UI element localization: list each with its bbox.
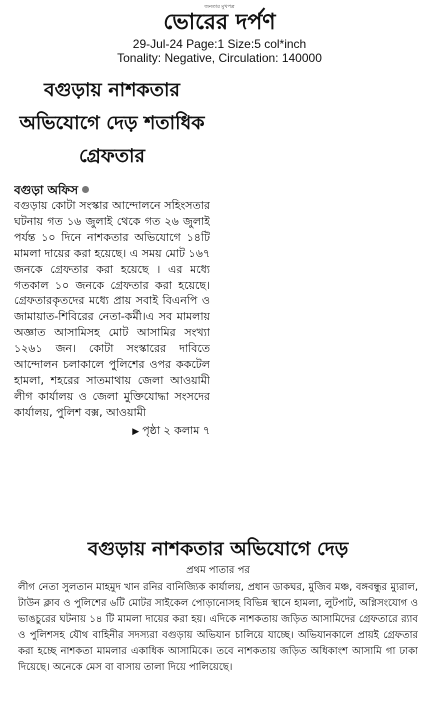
article-continuation bbox=[18, 535, 418, 715]
article-front-page bbox=[14, 66, 210, 514]
byline-text: বগুড়া অফিস bbox=[14, 183, 79, 197]
continuation-subhead: প্রথম পাতার পর bbox=[186, 565, 250, 576]
continuation-note bbox=[14, 422, 210, 441]
pointer-triangle-icon: ▶ bbox=[132, 426, 140, 437]
article-headline: বগুড়ায় নাশকতার অভিযোগে দেড় শতাধিক গ্রেফতার bbox=[19, 79, 205, 167]
masthead bbox=[0, 4, 439, 34]
article-body: বগুড়ায় কোটা সংস্কার আন্দোলনে সহিংসতার ঘটনায় গত ১৬ জুলাই থেকে গত ২৬ জুলাই পর্যন্ত ১০ দিনে নাশকতার অভিযোগে ১৪টি মামলা দায়ের করা হয়েছে। এ সময় মোট ১৬৭ জনকে গ্রেফতার করা হয়েছে । এর মধ্যে গতকাল ১০ জনকে গ্রেফতার করা হয়েছে। গ্রেফতারকৃতদের মধ্যে প্রায় সবাই বিএনপি ও জামায়াত-শিবিরের নেতা-কর্মী।এ সব মামলায় অজ্ঞাত আসামিসহ মোট আসামির সংখ্যা ১২৬১ জন। কোটা সংস্কারের দাবিতে আন্দোলন চলাকালে পুলিশের ওপর ককটেল হামলা, শহরের সাতমাথায় জেলা আওয়ামী লীগ কার্যালয় ও জেলা মুক্তিযোদ্ধা সংসদের কার্যালয়, পুলিশ বক্স, আওয়ামী bbox=[14, 199, 210, 419]
article-byline bbox=[14, 182, 210, 198]
continuation-text: পৃষ্ঠা ২ কলাম ৭ bbox=[142, 423, 210, 437]
continuation-headline: বগুড়ায় নাশকতার অভিযোগে দেড় bbox=[87, 538, 349, 560]
clipping-meta-line2: Tonality: Negative, Circulation: 140000 bbox=[117, 51, 322, 65]
newspaper-logo bbox=[0, 10, 439, 34]
clipping-meta-line1: 29-Jul-24 Page:1 Size:5 col*inch bbox=[132, 37, 307, 51]
continuation-body: লীগ নেতা সুলতান মাহমুদ খান রনির বানিজ্যিক কার্যালয়, প্রধান ডাকঘর, মুজিব মঞ্চ, বঙ্গবন্ধুর ম্যুরাল, টাউন ক্লাব ও পুলিশের ৬টি মোটর সাইকেল পোড়ানোসহ বিভিন্ন স্থানে হামলা, লুটপাট, অগ্নিসংযোগ ও ভাঙচুরের ঘটনায় ১৪ টি মামলা দায়ের করা হয়। এদিকে নাশকতায় জড়িত আসামিদের গ্রেফতারে র‍্যাব ও পুলিশসহ যৌথ বাহিনীর সদস্যরা বগুড়ায় অভিযান চালিয়ে যাচ্ছে। অভিযানকালে প্রায়ই গ্রেফতার করা হচ্ছে নাশকতা মামলার একাধিক আসামিকে। তবে নাশকতায় জড়িত অধিকাংশ আসামি গা ঢাকা দিয়েছে। অনেকে মেস বা বাসায় তালা দিয়ে পালিয়েছে। bbox=[18, 582, 418, 673]
bullet-dot-icon bbox=[82, 186, 89, 193]
newspaper-logo-text: ভোরের দর্পণ bbox=[163, 9, 276, 35]
masthead-tagline: জনতার মুখপত্র bbox=[204, 4, 235, 10]
